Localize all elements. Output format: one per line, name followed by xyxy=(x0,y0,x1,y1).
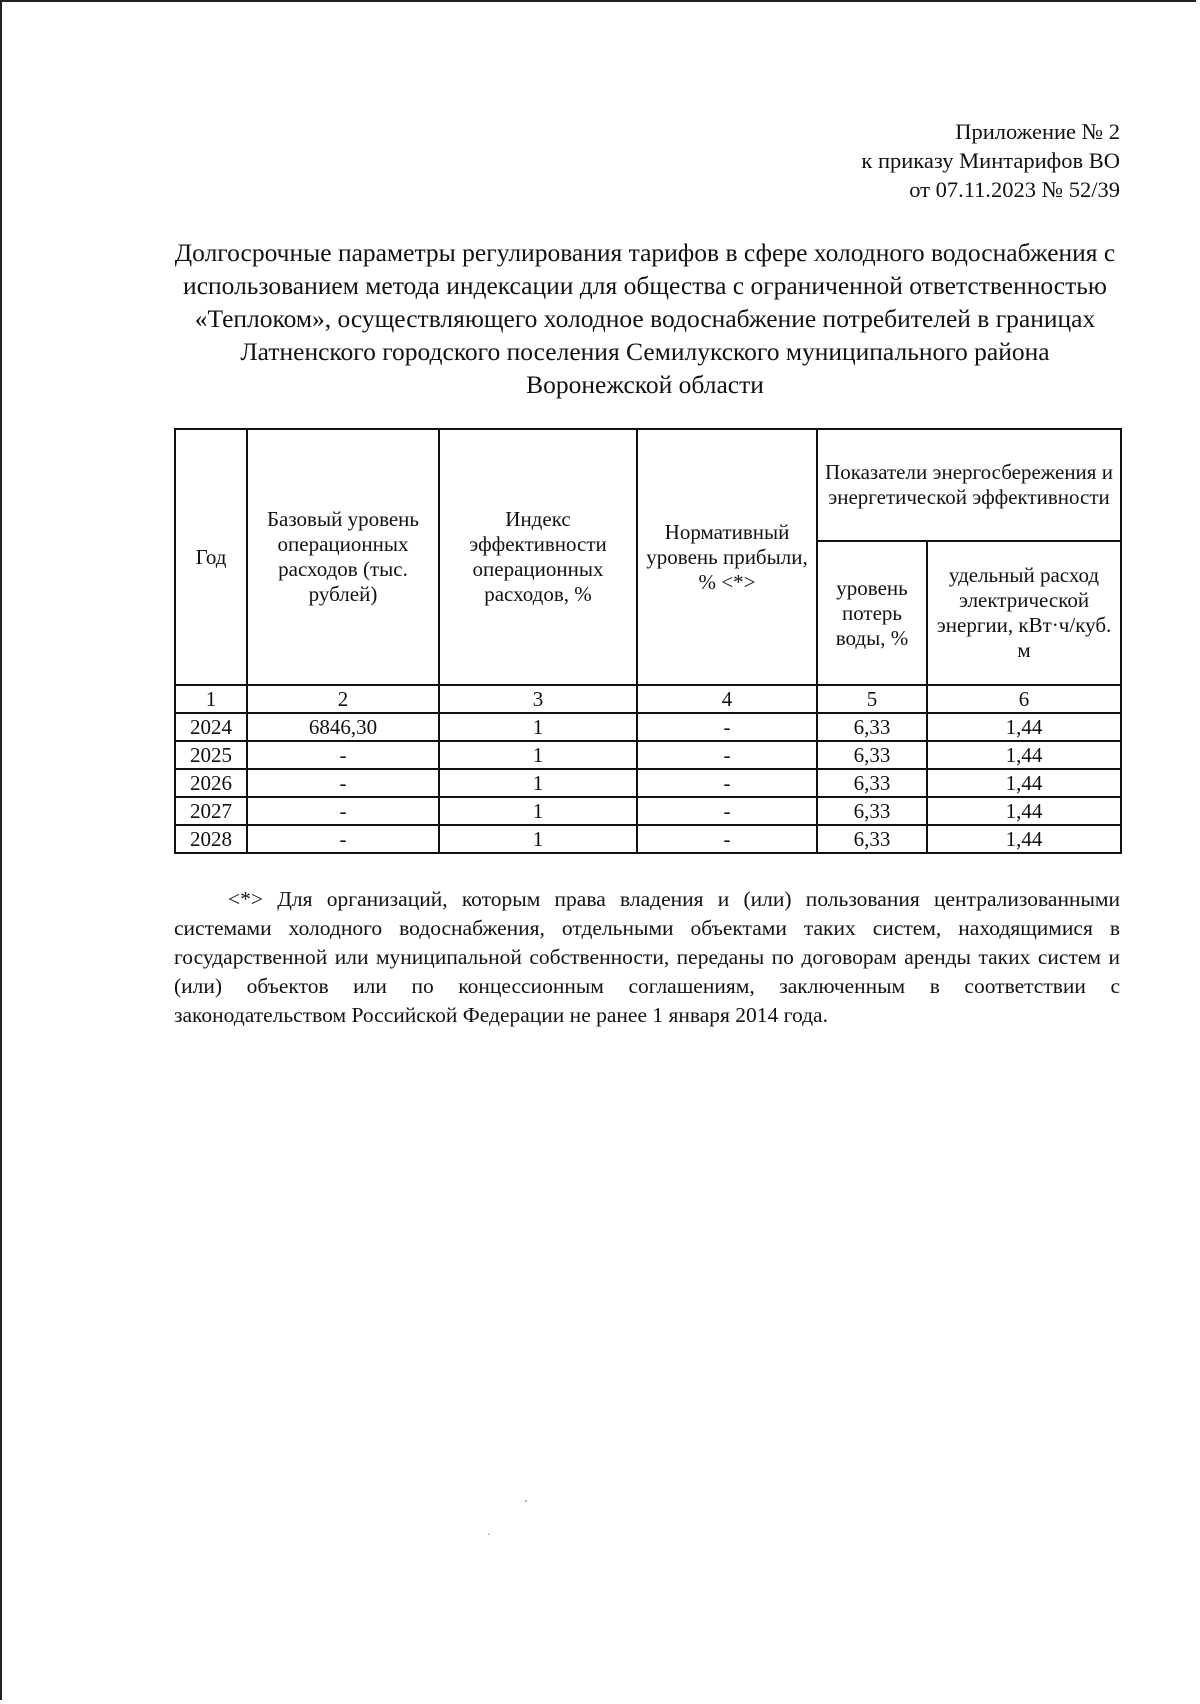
header-profit-level: Нормативный уровень прибыли, % <*> xyxy=(637,429,817,685)
table-row xyxy=(175,797,1121,825)
header-electricity: удельный расход электрической энергии, кВт·ч/куб. м xyxy=(927,541,1121,685)
table-row xyxy=(175,825,1121,853)
cell-efficiency-index: 1 xyxy=(439,741,637,769)
table-row xyxy=(175,741,1121,769)
cell-efficiency-index: 1 xyxy=(439,713,637,741)
appendix-reference xyxy=(861,117,1120,204)
table-row xyxy=(175,769,1121,797)
cell-electricity: 1,44 xyxy=(927,713,1121,741)
header-base-level: Базовый уровень операционных расходов (тыс. рублей) xyxy=(247,429,439,685)
header-water-loss: уровень потерь воды, % xyxy=(817,541,927,685)
document-title: Долгосрочные параметры регулирования тарифов в сфере холодного водоснабжения с использованием метода индексации для общества с ограниченной ответственностью «Теплоком», осуществляющего холодное водоснабжение потребителей в границах Латненского городского поселения Семилукского муниципального района Воронежской области xyxy=(174,238,1116,399)
parameters-table-container xyxy=(174,428,1120,854)
cell-year: 2025 xyxy=(175,741,247,769)
cell-water-loss: 6,33 xyxy=(817,769,927,797)
column-number: 1 xyxy=(175,685,247,713)
header-year: Год xyxy=(175,429,247,685)
cell-year: 2027 xyxy=(175,797,247,825)
cell-water-loss: 6,33 xyxy=(817,797,927,825)
cell-electricity: 1,44 xyxy=(927,769,1121,797)
appendix-order: к приказу Минтарифов ВО xyxy=(861,148,1120,173)
column-number: 6 xyxy=(927,685,1121,713)
cell-profit-level: - xyxy=(637,741,817,769)
cell-year: 2028 xyxy=(175,825,247,853)
cell-profit-level: - xyxy=(637,797,817,825)
table-row xyxy=(175,713,1121,741)
cell-efficiency-index: 1 xyxy=(439,769,637,797)
footnote-mark: <*> xyxy=(228,887,264,911)
cell-water-loss: 6,33 xyxy=(817,741,927,769)
cell-year: 2026 xyxy=(175,769,247,797)
cell-electricity: 1,44 xyxy=(927,797,1121,825)
cell-electricity: 1,44 xyxy=(927,741,1121,769)
header-energy-group: Показатели энергосбережения и энергетической эффективности xyxy=(817,429,1121,541)
cell-base-level: - xyxy=(247,769,439,797)
column-number: 2 xyxy=(247,685,439,713)
column-number: 4 xyxy=(637,685,817,713)
cell-base-level: - xyxy=(247,797,439,825)
cell-profit-level: - xyxy=(637,769,817,797)
header-efficiency-index: Индекс эффективности операционных расходов, % xyxy=(439,429,637,685)
appendix-date: от 07.11.2023 № 52/39 xyxy=(909,177,1120,202)
cell-electricity: 1,44 xyxy=(927,825,1121,853)
scan-specks xyxy=(480,1498,540,1538)
cell-base-level: 6846,30 xyxy=(247,713,439,741)
cell-year: 2024 xyxy=(175,713,247,741)
table-header-row xyxy=(175,429,1121,541)
appendix-number: Приложение № 2 xyxy=(955,119,1120,144)
cell-water-loss: 6,33 xyxy=(817,825,927,853)
column-number: 3 xyxy=(439,685,637,713)
parameters-table xyxy=(174,428,1122,854)
column-number: 5 xyxy=(817,685,927,713)
cell-profit-level: - xyxy=(637,713,817,741)
cell-water-loss: 6,33 xyxy=(817,713,927,741)
cell-base-level: - xyxy=(247,741,439,769)
cell-profit-level: - xyxy=(637,825,817,853)
cell-base-level: - xyxy=(247,825,439,853)
column-numbers-row xyxy=(175,685,1121,713)
cell-efficiency-index: 1 xyxy=(439,825,637,853)
cell-efficiency-index: 1 xyxy=(439,797,637,825)
footnote-text: Для организаций, которым права владения и (или) пользования централизованными системами холодного водоснабжения, отдельными объектами таких систем, находящимися в государственной или муниципальной собственности, переданы по договорам аренды таких систем и (или) объектов или по концессионным соглашениям, заключенным в соответствии с законодательством Российской Федерации не ранее 1 января 2014 года. xyxy=(174,887,1121,1027)
footnote xyxy=(174,885,1120,1030)
